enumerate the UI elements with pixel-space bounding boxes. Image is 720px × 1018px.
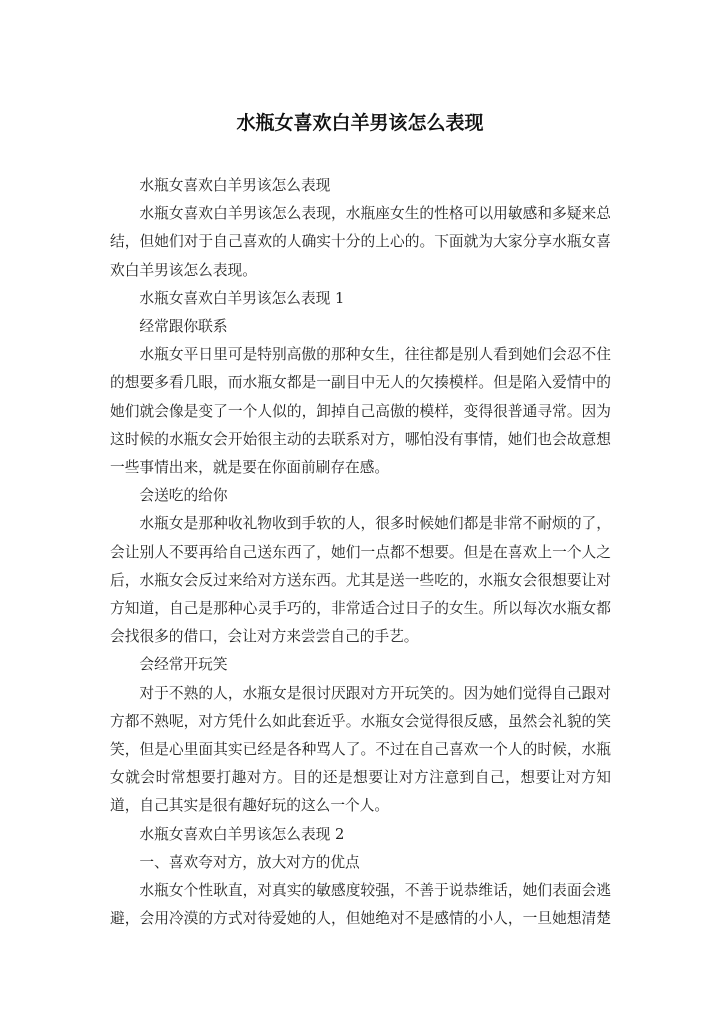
subheading: 经常跟你联系 (139, 318, 228, 336)
body-paragraph: 对于不熟的人，水瓶女是很讨厌跟对方开玩笑的。因为她们觉得自己跟对方都不熟呢，对方凭什么如此套近乎。水瓶女会觉得很反感，虽然会礼貌的笑笑，但是心里面其实已经是各种骂人了。不过在自己喜欢一个人的时候，水瓶女就会时常想要打趣对方。目的还是想要让对方注意到自己，想要让对方知道，自己其实是很有趣好玩的这么一个人。 (110, 684, 611, 815)
part1-heading: 水瓶女喜欢白羊男该怎么表现 1 (139, 289, 345, 307)
subheading: 一、喜欢夸对方，放大对方的优点 (139, 853, 360, 871)
body-paragraph: 水瓶女平日里可是特别高傲的那种女生，往往都是别人看到她们会忍不住的想要多看几眼，而水瓶女都是一副目中无人的欠揍模样。但是陷入爱情中的她们就会像是变了一个人似的，卸掉自己高傲的模样，变得很普通寻常。因为这时候的水瓶女会开始很主动的去联系对方，哪怕没有事情，她们也会故意想一些事情出来，就是要在你面前刷存在感。 (110, 346, 611, 477)
subheading: 会经常开玩笑 (139, 656, 228, 674)
intro-paragraph: 水瓶女喜欢白羊男该怎么表现，水瓶座女生的性格可以用敏感和多疑来总结，但她们对于自己喜欢的人确实十分的上心的。下面就为大家分享水瓶女喜欢白羊男该怎么表现。 (110, 205, 611, 279)
body-paragraph: 水瓶女是那种收礼物收到手软的人，很多时候她们都是非常不耐烦的了，会让别人不要再给自己送东西了，她们一点都不想要。但是在喜欢上一个人之后，水瓶女会反过来给对方送东西。尤其是送一些吃的，水瓶女会很想要让对方知道，自己是那种心灵手巧的，非常适合过日子的女生。所以每次水瓶女都会找很多的借口，会让对方来尝尝自己的手艺。 (110, 515, 611, 646)
part2-heading: 水瓶女喜欢白羊男该怎么表现 2 (139, 825, 345, 843)
subheading: 会送吃的给你 (139, 487, 228, 505)
intro-heading: 水瓶女喜欢白羊男该怎么表现 (139, 177, 331, 194)
document-body (110, 172, 611, 933)
body-paragraph: 水瓶女个性耿直，对真实的敏感度较强，不善于说恭维话，她们表面会逃避，会用冷漠的方式对待爱她的人，但她绝对不是感情的小人，一旦她想清楚 (110, 882, 611, 928)
document-title: 水瓶女喜欢白羊男该怎么表现 (236, 112, 484, 134)
